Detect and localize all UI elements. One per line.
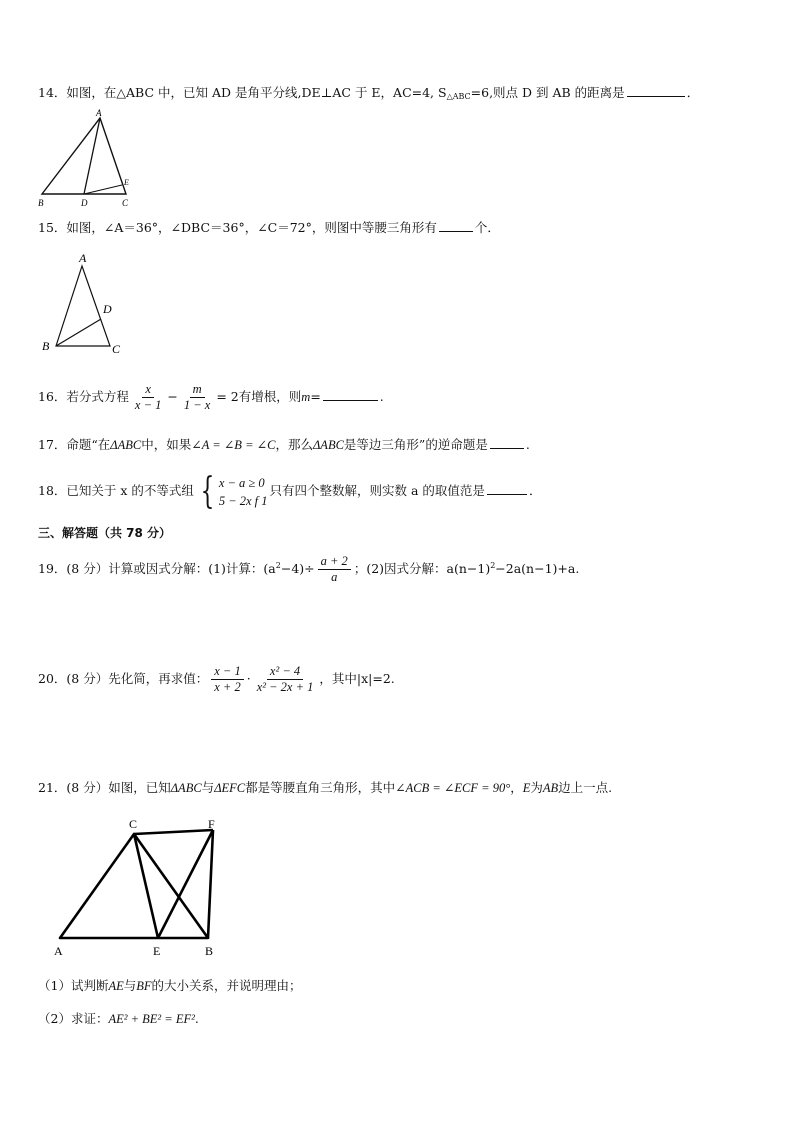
q21-on: 为 bbox=[530, 780, 543, 795]
q19-frac-den: a bbox=[331, 570, 338, 585]
q14-label-d: D bbox=[81, 198, 88, 208]
q16-frac1-num: x bbox=[142, 382, 154, 398]
q18-end: ． bbox=[528, 483, 542, 498]
q19-prefix: 19．(8 分）计算或因式分解：(1)计算：(a bbox=[38, 561, 276, 577]
question-16 bbox=[38, 380, 384, 414]
question-21 bbox=[38, 779, 612, 797]
q21-sub1-and: 与 bbox=[123, 978, 137, 993]
q21-prefix: 21．(8 分）如图，已知 bbox=[38, 780, 171, 795]
q21-point-e: E bbox=[522, 781, 531, 795]
q21-label-a: A bbox=[54, 944, 63, 958]
q17-end: . bbox=[525, 437, 530, 452]
q14-answer-blank[interactable] bbox=[627, 84, 685, 97]
q14-sub: △ABC bbox=[446, 92, 471, 101]
q21-sub1-ae: AE bbox=[108, 979, 124, 993]
question-14 bbox=[38, 84, 699, 106]
q14-figure bbox=[38, 108, 138, 208]
q15-triangle-abc bbox=[56, 266, 110, 346]
q19-fraction bbox=[318, 554, 351, 585]
q17-prefix: 17．命题“在 bbox=[38, 437, 111, 452]
q14-label-c: C bbox=[122, 198, 129, 208]
q19-mid: −4)÷ bbox=[280, 561, 315, 577]
q21-sub1-suffix: 的大小关系，并说明理由； bbox=[151, 978, 302, 993]
q21-label-b: B bbox=[205, 944, 214, 958]
q16-frac2-den: 1 − x bbox=[183, 398, 211, 412]
q21-sub1-prefix: （1）试判断 bbox=[38, 978, 109, 993]
q16-frac2-num: m bbox=[190, 382, 205, 398]
q21-label-f: F bbox=[208, 817, 215, 831]
q20-frac2-den: x² − 2x + 1 bbox=[256, 680, 314, 694]
q19-end: −2a(n−1)+a. bbox=[495, 561, 580, 577]
q15-figure bbox=[38, 250, 128, 358]
q16-fraction-2 bbox=[181, 382, 213, 413]
q16-eq2: = bbox=[310, 389, 321, 404]
q21-end: 边上一点. bbox=[558, 780, 613, 795]
q15-line-bd bbox=[56, 319, 101, 346]
q21-sub2-expr: AE² + BE² = EF² bbox=[108, 1012, 195, 1026]
q20-frac1-den: x + 2 bbox=[214, 680, 241, 694]
q21-and: 与 bbox=[201, 780, 215, 795]
q16-answer-blank[interactable] bbox=[323, 388, 378, 401]
q17-mid2: ，那么 bbox=[275, 437, 313, 452]
q15-label-c: C bbox=[112, 342, 121, 356]
q17-tri2: ΔABC bbox=[312, 438, 344, 452]
q21-subquestion-1 bbox=[38, 977, 302, 995]
q16-fraction-1 bbox=[132, 382, 164, 413]
q19-sup2: 2 bbox=[490, 561, 496, 570]
q14-label-e: E bbox=[124, 178, 129, 187]
q18-suffix: 只有四个整数解，则实数 a 的取值范是 bbox=[269, 483, 485, 498]
question-17 bbox=[38, 436, 530, 454]
q20-fraction-1 bbox=[211, 664, 243, 695]
q19-sup: 2 bbox=[275, 561, 281, 570]
question-20 bbox=[38, 661, 395, 697]
q21-subquestion-2 bbox=[38, 1010, 199, 1028]
q21-sub1-bf: BF bbox=[136, 979, 152, 993]
q20-fraction-2 bbox=[254, 664, 317, 695]
q21-mid: 都是等腰直角三角形，其中 bbox=[245, 780, 396, 795]
q15-label-d: D bbox=[103, 302, 112, 316]
q21-tri2: ΔEFC bbox=[214, 781, 246, 795]
q15-end: 个． bbox=[474, 220, 500, 235]
q15-label-a: A bbox=[79, 251, 87, 265]
q21-label-e: E bbox=[153, 944, 161, 958]
q18-inequality-system bbox=[196, 470, 268, 512]
q15-answer-blank[interactable] bbox=[439, 219, 473, 232]
q18-row1: x − a ≥ 0 bbox=[218, 475, 265, 490]
q21-line-fb bbox=[208, 830, 213, 938]
q17-suffix: 是等边三角形”的逆命题是 bbox=[343, 437, 488, 452]
q18-prefix: 18．已知关于 x 的不等式组 bbox=[38, 483, 194, 498]
q21-sub2-prefix: （2）求证： bbox=[38, 1011, 109, 1026]
q21-line-cf bbox=[134, 830, 213, 834]
q14-text-suffix: =6,则点 D 到 AB 的距离是 bbox=[470, 85, 625, 100]
q14-label-a: A bbox=[96, 108, 102, 118]
q14-end: ． bbox=[686, 85, 700, 100]
q14-label-b: B bbox=[38, 198, 44, 208]
q15-text: 15．如图，∠A＝36°，∠DBC＝36°，∠C＝72°，则图中等腰三角形有 bbox=[38, 220, 437, 235]
q17-answer-blank[interactable] bbox=[490, 436, 524, 449]
q20-suffix: ，其中|x|=2. bbox=[319, 671, 395, 686]
q20-dot: · bbox=[246, 671, 251, 686]
q17-tri1: ΔABC bbox=[110, 438, 142, 452]
q16-prefix: 16．若分式方程 bbox=[38, 389, 129, 404]
q18-row2: 5 − 2x f 1 bbox=[218, 493, 268, 508]
q16-minus: − bbox=[167, 389, 178, 404]
q16-var: m bbox=[301, 390, 311, 404]
q21-sub2-end: . bbox=[194, 1011, 199, 1026]
q16-frac1-den: x − 1 bbox=[134, 398, 162, 412]
q16-eq: = 2 bbox=[216, 389, 239, 404]
q20-frac1-num: x − 1 bbox=[211, 664, 243, 680]
question-18 bbox=[38, 470, 541, 512]
question-15 bbox=[38, 219, 500, 237]
q21-line-ef bbox=[158, 830, 213, 938]
q18-brace: { bbox=[200, 470, 215, 512]
q15-label-b: B bbox=[42, 339, 50, 353]
q20-frac2-num: x² − 4 bbox=[267, 664, 303, 680]
q19-suffix: ；(2)因式分解：a(n−1) bbox=[353, 561, 491, 577]
question-19 bbox=[38, 548, 579, 587]
q19-frac-num: a + 2 bbox=[318, 554, 351, 570]
q16-suffix: 有增根，则 bbox=[238, 389, 302, 404]
q20-prefix: 20．(8 分）先化简，再求值： bbox=[38, 671, 209, 686]
q18-answer-blank[interactable] bbox=[487, 482, 527, 495]
q17-mid: 中，如果 bbox=[141, 437, 192, 452]
q21-figure bbox=[50, 812, 230, 962]
section-3-heading: 三、解答题（共 78 分） bbox=[38, 526, 172, 540]
q21-side: AB bbox=[542, 781, 559, 795]
q14-text: 14．如图，在△ABC 中，已知 AD 是角平分线,DE⊥AC 于 E，AC=4, S bbox=[38, 85, 447, 100]
q21-angle: ∠ACB = ∠ECF = 90° bbox=[395, 781, 511, 795]
q17-angles: ∠A = ∠B = ∠C bbox=[191, 438, 276, 452]
q21-comma: ， bbox=[510, 780, 523, 795]
q21-label-c: C bbox=[129, 817, 138, 831]
q21-tri1: ΔABC bbox=[170, 781, 202, 795]
q16-end: . bbox=[379, 389, 384, 404]
